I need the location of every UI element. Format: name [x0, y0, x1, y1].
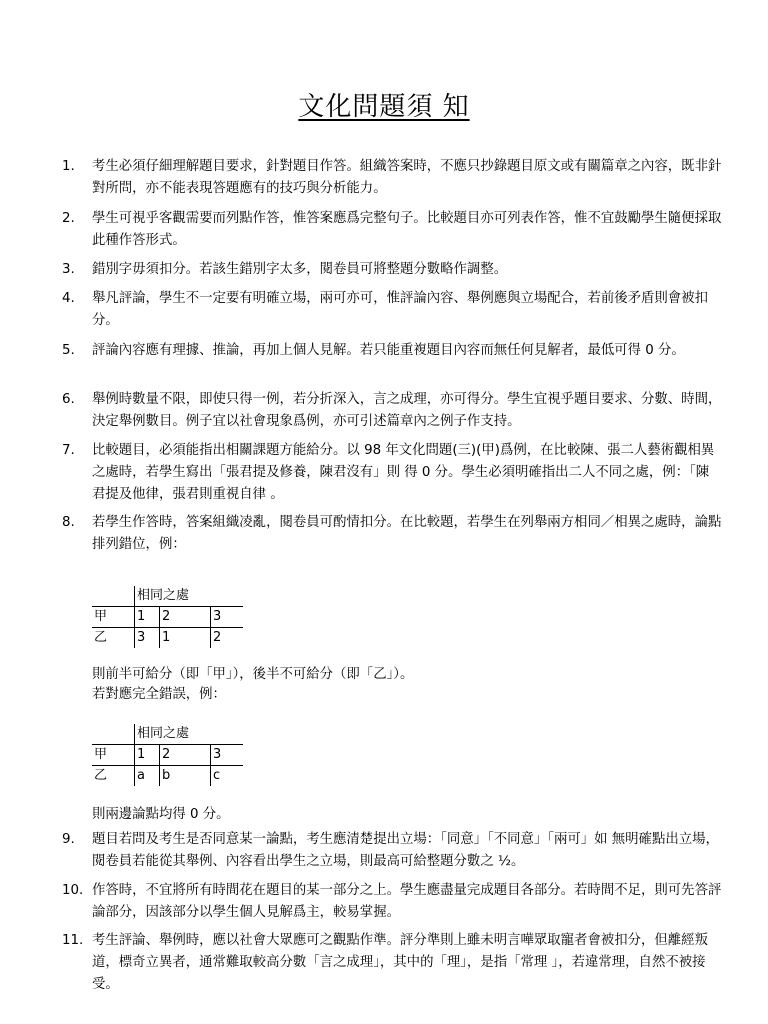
- row-label: 乙: [92, 766, 135, 787]
- table-header: 相同之處: [135, 724, 244, 745]
- item-text: 比較題目，必須能指出相關課題方能給分。以 98 年文化問題(三)(甲)爲例，在比較陳、張二人藝術觀相異之處時，若學生寫出「張君提及修養，陳君沒有」則 得 0 分。學生必須明確指出二人不同之處，例：「陳君提及他律，張君則重視自律 。: [92, 443, 715, 502]
- page-title: 文化問題須 知: [298, 92, 470, 122]
- table-cell: a: [135, 766, 160, 787]
- list-item: [62, 259, 722, 281]
- list-item: [62, 340, 722, 362]
- item-text: 錯別字毋須扣分。若該生錯別字太多，閱卷員可將整題分數略作調整。: [92, 262, 508, 277]
- table-row: [92, 745, 243, 766]
- table-cell: 3: [211, 745, 244, 766]
- item-number: 8.: [62, 515, 75, 530]
- row-label: 乙: [92, 628, 135, 649]
- item-number: 4.: [62, 291, 75, 306]
- item-number: 1.: [62, 159, 75, 174]
- table-row: [92, 766, 243, 787]
- comparison-table-1: [92, 586, 243, 648]
- list-item: [62, 389, 722, 433]
- note-text: 則前半可給分（即「甲」），後半不可給分（即「乙」）。: [92, 667, 414, 682]
- list-item: [62, 288, 722, 332]
- table-cell: 1: [135, 745, 160, 766]
- list-item: [62, 880, 722, 924]
- table-cell: 1: [160, 628, 211, 649]
- note-text: 若對應完全錯誤，例：: [92, 687, 226, 702]
- list-item: [62, 208, 722, 252]
- item-number: 6.: [62, 392, 75, 407]
- table-cell: 3: [211, 607, 244, 628]
- item-number: 7.: [62, 443, 75, 458]
- item-text: 題目若問及考生是否同意某一論點，考生應清楚提出立場：「同意」「不同意」「兩可」如 無明確點出立場，閱卷員若能從其舉例、內容看出學生之立場，則最高可給整題分數之 ½。: [92, 832, 719, 869]
- item-text: 作答時，不宜將所有時間花在題目的某一部分之上。學生應盡量完成題目各部分。若時間不足，則可先答評論部分，因該部分以學生個人見解爲主，較易掌握。: [92, 883, 722, 920]
- item-number: 11.: [62, 933, 84, 948]
- table-cell: 2: [160, 607, 211, 628]
- item-text: 考生必須仔細理解題目要求，針對題目作答。組織答案時，不應只抄錄題目原文或有關篇章之內容，既非針對所問，亦不能表現答題應有的技巧與分析能力。: [92, 159, 722, 196]
- item-text: 舉凡評論，學生不一定要有明確立場，兩可亦可，惟評論內容、舉例應與立場配合，若前後矛盾則會被扣分。: [92, 291, 708, 328]
- note-text: 則兩邊論點均得 0 分。: [92, 807, 230, 822]
- list-item: [62, 930, 722, 996]
- item-text: 考生評論、舉例時，應以社會大眾應可之觀點作準。評分準則上雖未明言嘩眾取寵者會被扣分，但離經叛道，標奇立異者，通常難取較高分數「言之成理」，其中的「理」，是指「常理 」，若違常理，自然不被接受。: [92, 933, 708, 992]
- table-row: [92, 628, 243, 649]
- table-cell: 2: [160, 745, 211, 766]
- table-cell: 1: [135, 607, 160, 628]
- comparison-table-2: [92, 724, 243, 786]
- table-cell: c: [213, 768, 221, 783]
- item-number: 10.: [62, 883, 84, 898]
- row-label: 甲: [92, 607, 135, 628]
- list-item: [62, 829, 722, 873]
- table-header: 相同之處: [135, 586, 244, 607]
- item-text: 舉例時數量不限，即使只得一例，若分折深入，言之成理，亦可得分。學生宜視乎題目要求、分數、時間，決定舉例數目。例子宜以社會現象爲例，亦可引述篇章內之例子作支持。: [92, 392, 722, 429]
- table-cell: 2: [213, 630, 222, 645]
- list-item: [62, 512, 722, 556]
- item-text: 學生可視乎客觀需要而列點作答，惟答案應爲完整句子。比較題目亦可列表作答，惟不宜鼓勵學生隨便採取此種作答形式。: [92, 211, 722, 248]
- item-number: 5.: [62, 343, 75, 358]
- list-item: [62, 440, 722, 506]
- item-text: 若學生作答時，答案組織凌亂，閱卷員可酌情扣分。在比較題，若學生在列舉兩方相同／相異之處時，論點排列錯位，例：: [92, 515, 722, 552]
- item-number: 9.: [62, 832, 75, 847]
- list-item: [62, 156, 722, 200]
- table-cell: 3: [135, 628, 160, 649]
- row-label: 甲: [92, 745, 135, 766]
- table-row: [92, 607, 243, 628]
- item-number: 2.: [62, 211, 75, 226]
- item-number: 3.: [62, 262, 75, 277]
- table-cell: b: [160, 766, 211, 787]
- item-text: 評論內容應有理據、推論，再加上個人見解。若只能重複題目內容而無任何見解者，最低可得 0 分。: [92, 343, 685, 358]
